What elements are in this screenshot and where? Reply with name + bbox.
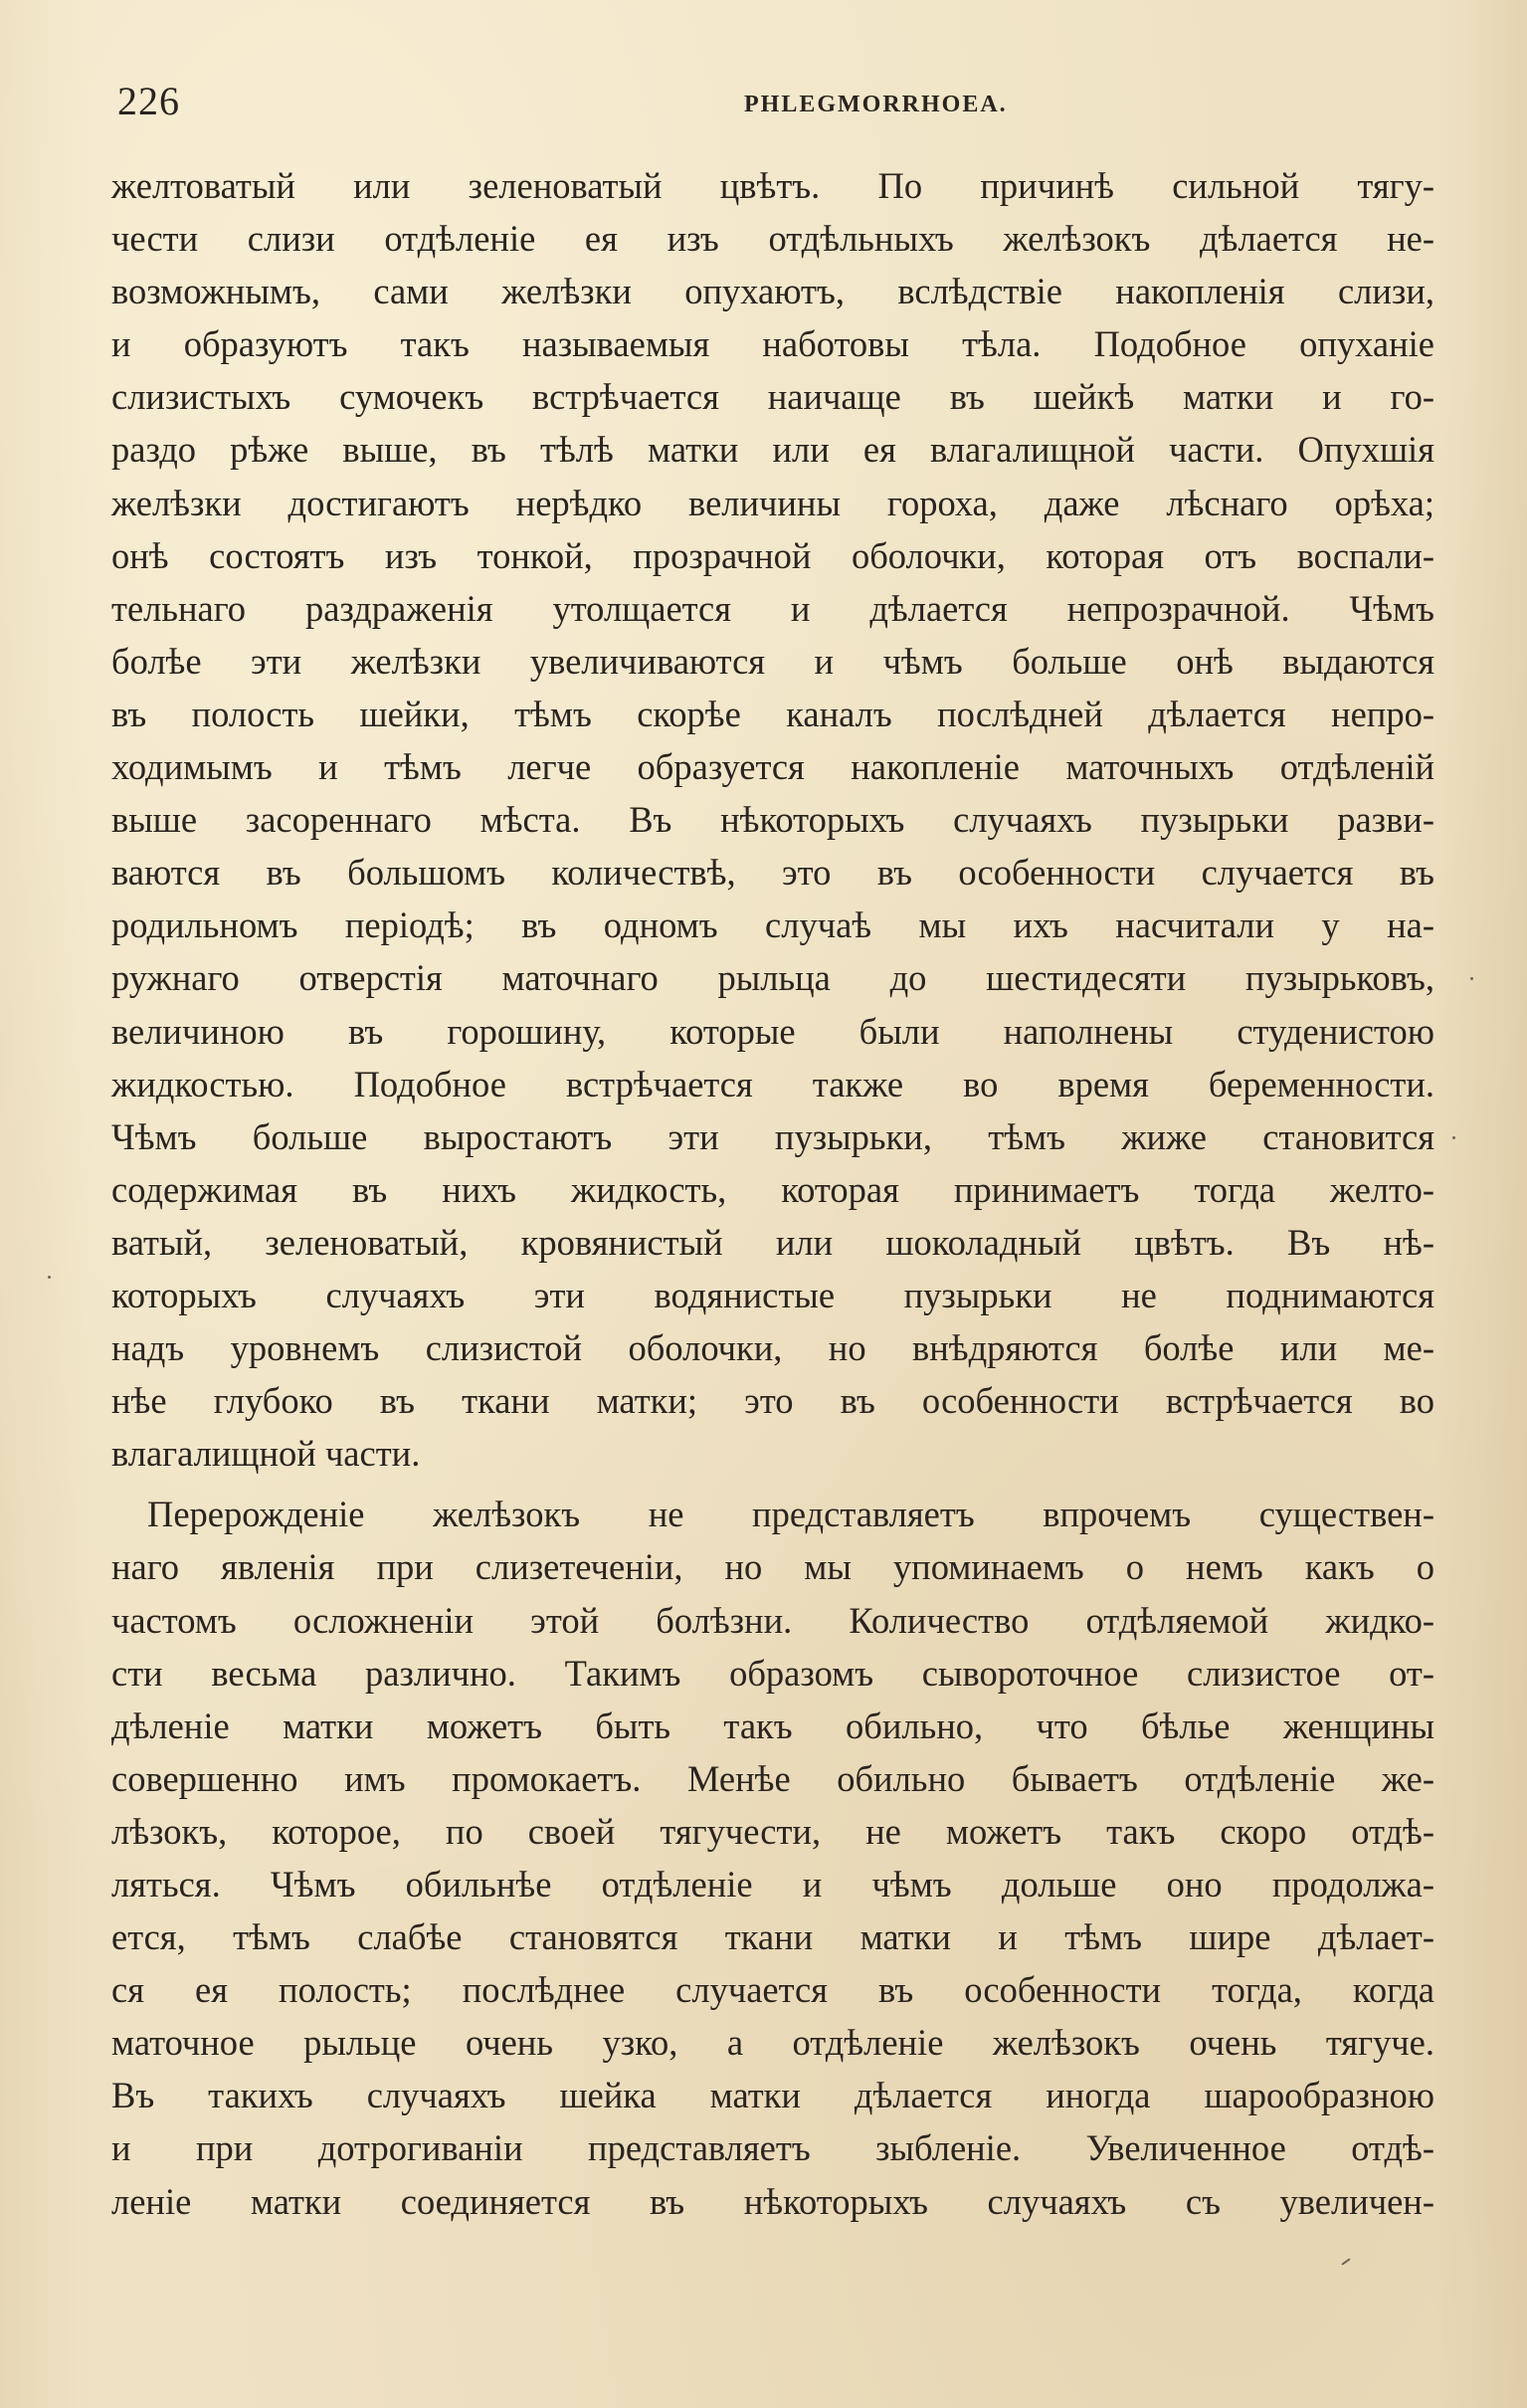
text-line: надъ уровнемъ слизистой оболочки, но внѣдряются болѣе или ме- xyxy=(111,1327,1434,1369)
text-line: леніе матки соединяется въ нѣкоторыхъ случаяхъ съ увеличен- xyxy=(111,2180,1434,2222)
text-line: нѣе глубоко въ ткани матки; это въ особенности встрѣчается во xyxy=(111,1380,1434,1422)
page-number: 226 xyxy=(117,79,180,123)
text-line: величиною въ горошину, которые были наполнены студенистою xyxy=(111,1010,1434,1052)
text-line: частомъ осложненіи этой болѣзни. Количество отдѣляемой жидко- xyxy=(111,1599,1434,1641)
text-line: содержимая въ нихъ жидкость, которая принимаетъ тогда желто- xyxy=(111,1168,1434,1210)
text-line: родильномъ періодѣ; въ одномъ случаѣ мы ихъ насчитали у на- xyxy=(111,904,1434,946)
text-line: влагалищной части. xyxy=(111,1433,421,1475)
text-line: возможнымъ, сами желѣзки опухаютъ, вслѣдствіе накопленія слизи, xyxy=(111,271,1434,312)
text-line: Чѣмъ больше выростаютъ эти пузырьки, тѣмъ жиже становится xyxy=(111,1115,1434,1157)
text-line: Въ такихъ случаяхъ шейка матки дѣлается иногда шарообразною xyxy=(111,2075,1434,2116)
ink-speck xyxy=(1452,1136,1455,1139)
paragraph-gap xyxy=(111,1480,1434,1488)
text-line: онѣ состоятъ изъ тонкой, прозрачной оболочки, которая отъ воспали- xyxy=(111,534,1434,576)
text-line: дѣленіе матки можетъ быть такъ обильно, что бѣлье женщины xyxy=(111,1705,1434,1746)
text-line: ся ея полость; послѣднее случается въ особенности тогда, когда xyxy=(111,1969,1434,2011)
text-line: наго явленія при слизетеченіи, но мы упоминаемъ о немъ какъ о xyxy=(111,1546,1434,1588)
text-line: въ полость шейки, тѣмъ скорѣе каналъ послѣдней дѣлается непро- xyxy=(111,693,1434,734)
text-line: маточное рыльце очень узко, а отдѣленіе желѣзокъ очень тягуче. xyxy=(111,2022,1434,2064)
text-line: совершенно имъ промокаетъ. Менѣе обильно бываетъ отдѣленіе же- xyxy=(111,1757,1434,1799)
paragraph-1 xyxy=(111,159,1434,1480)
text-line: ваются въ большомъ количествѣ, это въ особенности случается въ xyxy=(111,852,1434,894)
text-line: ется, тѣмъ слабѣе становятся ткани матки и тѣмъ шире дѣлает- xyxy=(111,1916,1434,1958)
page-header xyxy=(117,78,1440,127)
body-text xyxy=(111,159,1434,2228)
text-line: жидкостью. Подобное встрѣчается также во время беременности. xyxy=(111,1063,1434,1104)
text-line: ватый, зеленоватый, кровянистый или шоколадный цвѣтъ. Въ нѣ- xyxy=(111,1221,1434,1263)
text-line: лѣзокъ, которое, по своей тягучести, не можетъ такъ скоро отдѣ- xyxy=(111,1810,1434,1852)
text-line: слизистыхъ сумочекъ встрѣчается наичаще въ шейкѣ матки и го- xyxy=(111,376,1434,418)
text-line: желѣзки достигаютъ нерѣдко величины гороха, даже лѣснаго орѣха; xyxy=(111,482,1434,523)
ink-speck xyxy=(1341,2258,1350,2265)
ink-speck xyxy=(1470,977,1473,980)
ink-speck xyxy=(48,1276,51,1279)
text-line: болѣе эти желѣзки увеличиваются и чѣмъ больше онѣ выдаются xyxy=(111,640,1434,682)
text-line: желтоватый или зеленоватый цвѣтъ. По причинѣ сильной тягу- xyxy=(111,165,1434,206)
text-line: выше засореннаго мѣста. Въ нѣкоторыхъ случаяхъ пузырьки разви- xyxy=(111,799,1434,841)
text-line: и при дотрогиваніи представляетъ зыбленіе. Увеличенное отдѣ- xyxy=(111,2127,1434,2169)
text-line: которыхъ случаяхъ эти водянистые пузырьки не поднимаются xyxy=(111,1274,1434,1315)
text-line: и образуютъ такъ называемыя наботовы тѣла. Подобное опуханіе xyxy=(111,323,1434,365)
text-line: сти весьма различно. Такимъ образомъ сывороточное слизистое от- xyxy=(111,1652,1434,1694)
paragraph-2 xyxy=(111,1488,1434,2227)
text-line: раздо рѣже выше, въ тѣлѣ матки или ея влагалищной части. Опухшія xyxy=(111,429,1434,471)
text-line: ходимымъ и тѣмъ легче образуется накопленіе маточныхъ отдѣленій xyxy=(111,746,1434,788)
text-line: Перерожденіе желѣзокъ не представляетъ впрочемъ существен- xyxy=(147,1494,1434,1535)
text-line: чести слизи отдѣленіе ея изъ отдѣльныхъ желѣзокъ дѣлается не- xyxy=(111,218,1434,260)
running-title: PHLEGMORRHOEA. xyxy=(744,92,1008,117)
text-line: тельнаго раздраженія утолщается и дѣлается непрозрачной. Чѣмъ xyxy=(111,587,1434,629)
text-line: ляться. Чѣмъ обильнѣе отдѣленіе и чѣмъ дольше оно продолжа- xyxy=(111,1864,1434,1905)
text-line: ружнаго отверстія маточнаго рыльца до шестидесяти пузырьковъ, xyxy=(111,957,1434,999)
